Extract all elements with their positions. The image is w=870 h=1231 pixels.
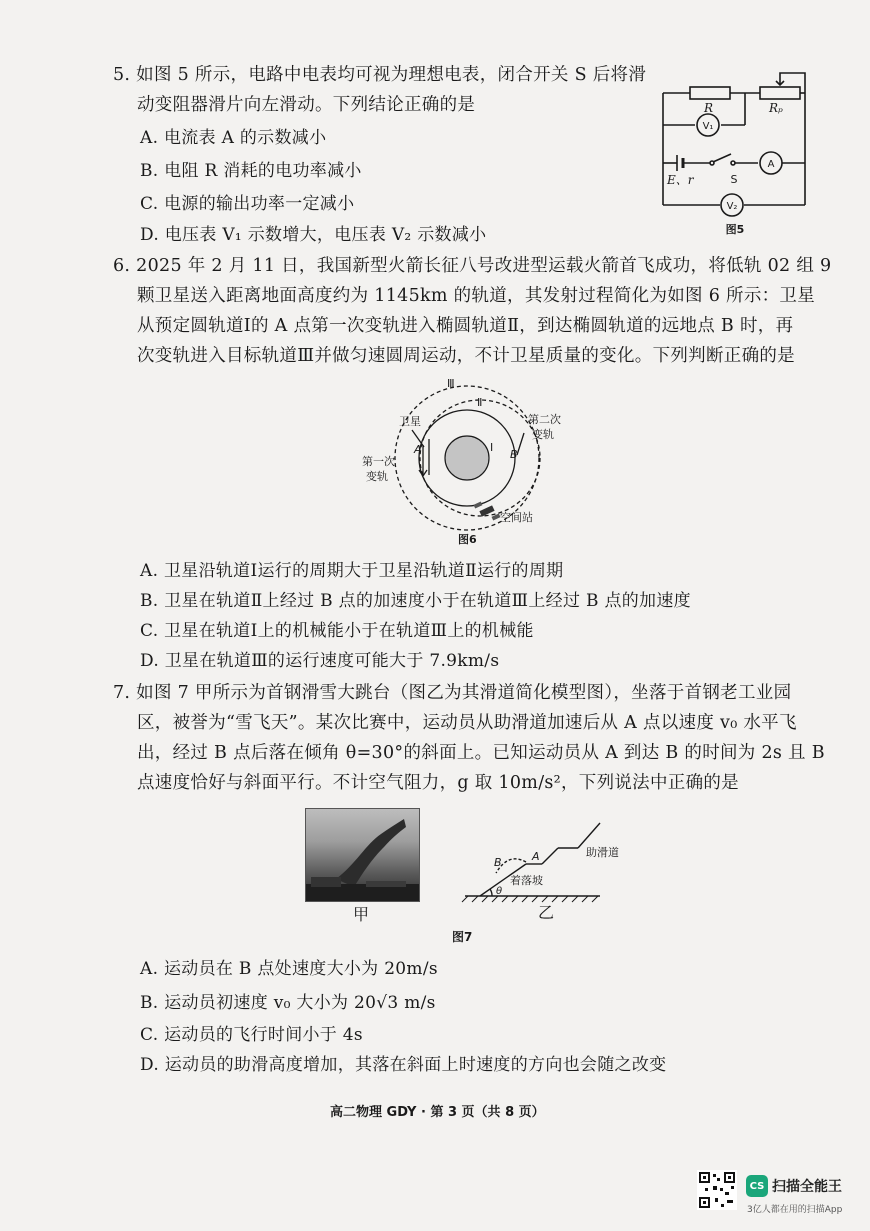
svg-text:A: A: [532, 850, 540, 863]
q5-option-d: D. 电压表 V₁ 示数增大，电压表 V₂ 示数减小: [140, 225, 487, 245]
q6-stem-line1: 6. 2025 年 2 月 11 日，我国新型火箭长征八号改进型运载火箭首飞成功，将低轨 02 组 9: [113, 256, 832, 276]
svg-text:S: S: [730, 173, 738, 186]
fig7-caption: 图7: [452, 930, 473, 944]
svg-text:卫星: 卫星: [399, 415, 421, 428]
qr-code-icon: [697, 1170, 737, 1210]
ski-jump-photo: [305, 808, 420, 902]
svg-text:第一次: 第一次: [362, 455, 395, 468]
q6-stem-line2: 颗卫星送入距离地面高度约为 1145km 的轨道，其发射过程简化为如图 6 所示：卫星: [137, 286, 816, 306]
label-jia: 甲: [353, 905, 370, 924]
watermark-title: 扫描全能王: [772, 1179, 842, 1195]
svg-text:第二次: 第二次: [528, 413, 561, 426]
svg-text:图6: 图6: [458, 533, 477, 546]
svg-text:B: B: [494, 856, 502, 869]
q6-option-a: A. 卫星沿轨道Ⅰ运行的周期大于卫星沿轨道Ⅱ运行的周期: [140, 561, 564, 581]
q7-option-d: D. 运动员的助滑高度增加，其落在斜面上时速度的方向也会随之改变: [140, 1055, 667, 1075]
q7-option-a: A. 运动员在 B 点处速度大小为 20m/s: [140, 959, 438, 979]
svg-text:变轨: 变轨: [532, 428, 554, 441]
svg-text:Ⅲ: Ⅲ: [447, 377, 455, 390]
svg-text:V₂: V₂: [726, 201, 738, 212]
q5-option-b: B. 电阻 R 消耗的电功率减小: [140, 161, 362, 181]
svg-text:A: A: [767, 159, 775, 170]
q5-stem-line1: 5. 如图 5 所示，电路中电表均可视为理想电表，闭合开关 S 后将滑: [113, 65, 647, 85]
svg-text:乙: 乙: [538, 903, 555, 922]
circuit-diagram-fig5: [655, 65, 815, 240]
svg-text:Ⅱ: Ⅱ: [477, 396, 483, 409]
q6-stem-line4: 次变轨进入目标轨道Ⅲ并做匀速圆周运动，不计卫星质量的变化。下列判断正确的是: [137, 346, 795, 366]
camscanner-logo-icon: CS: [746, 1175, 768, 1197]
q7-option-c: C. 运动员的飞行时间小于 4s: [140, 1025, 363, 1045]
svg-text:Rₚ: Rₚ: [769, 101, 783, 115]
q7-stem-line4: 点速度恰好与斜面平行。不计空气阻力，g 取 10m/s²，下列说法中正确的是: [137, 773, 739, 793]
svg-text:变轨: 变轨: [366, 470, 388, 483]
q6-stem-line3: 从预定圆轨道Ⅰ的 A 点第一次变轨进入椭圆轨道Ⅱ，到达椭圆轨道的远地点 B 时，再: [137, 316, 794, 336]
q5-option-a: A. 电流表 A 的示数减小: [140, 128, 327, 148]
earth: [445, 436, 489, 480]
rheostat-rp: [760, 87, 800, 99]
orbit-diagram-fig6: [352, 375, 592, 550]
svg-text:R: R: [704, 101, 714, 115]
q7-stem-line1: 7. 如图 7 甲所示为首钢滑雪大跳台（图乙为其滑道简化模型图），坐落于首钢老工业园: [113, 683, 792, 703]
svg-text:E、r: E、r: [667, 173, 694, 187]
resistor-r: [690, 87, 730, 99]
q6-option-d: D. 卫星在轨道Ⅲ的运行速度可能大于 7.9km/s: [140, 651, 500, 671]
page-footer: 高二物理 GDY · 第 3 页（共 8 页）: [330, 1105, 545, 1120]
svg-text:图5: 图5: [725, 223, 745, 236]
q5-stem-line2: 动变阻器滑片向左滑动。下列结论正确的是: [137, 95, 476, 115]
svg-text:着落坡: 着落坡: [510, 874, 543, 887]
svg-text:B: B: [510, 448, 518, 461]
svg-text:空间站: 空间站: [500, 511, 533, 524]
ski-jump-model-fig7: [460, 818, 640, 923]
svg-text:Ⅰ: Ⅰ: [490, 441, 494, 454]
space-station-icon: [474, 501, 501, 520]
q6-option-b: B. 卫星在轨道Ⅱ上经过 B 点的加速度小于在轨道Ⅲ上经过 B 点的加速度: [140, 591, 691, 611]
watermark-subtitle: 3亿人都在用的扫描App: [747, 1205, 843, 1215]
svg-text:θ: θ: [496, 886, 503, 897]
q7-option-b: B. 运动员初速度 v₀ 大小为 20√3 m/s: [140, 993, 436, 1013]
svg-text:V₁: V₁: [702, 121, 714, 132]
svg-text:A: A: [414, 443, 422, 456]
q5-option-c: C. 电源的输出功率一定减小: [140, 194, 355, 214]
q6-option-c: C. 卫星在轨道Ⅰ上的机械能小于在轨道Ⅲ上的机械能: [140, 621, 534, 641]
svg-text:助滑道: 助滑道: [586, 846, 619, 859]
q7-stem-line2: 区，被誉为“雪飞天”。某次比赛中，运动员从助滑道加速后从 A 点以速度 v₀ 水平飞: [137, 713, 797, 733]
q7-stem-line3: 出，经过 B 点后落在倾角 θ=30°的斜面上。已知运动员从 A 到达 B 的时间为 2s 且 B: [137, 743, 825, 763]
